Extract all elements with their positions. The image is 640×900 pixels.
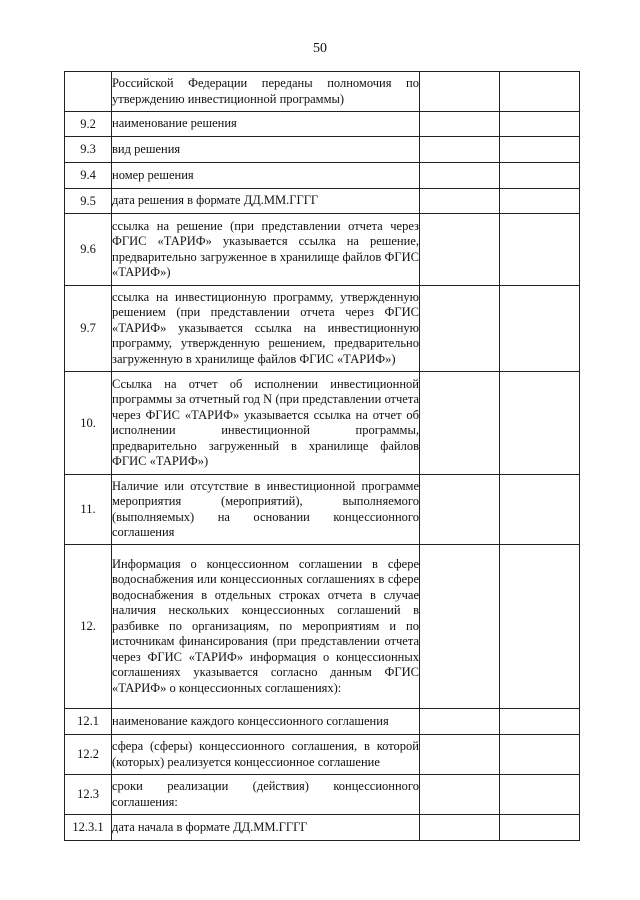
row-number: 10. (65, 372, 112, 475)
value-cell (500, 709, 580, 735)
row-description: Информация о концессионном соглашении в сфере водоснабжения или концессионных соглашениях в сфере водоснабжения в отдельных строках отчета в случае наличия нескольких концессионных соглашений в разбивке по организациям, по мероприятиям и по источникам финансирования (при представлении отчета через ФГИС «ТАРИФ» информация о концессионных соглашениях указывается согласно данным ФГИС «ТАРИФ» о концессионных соглашениях): (112, 545, 420, 709)
value-cell (420, 112, 500, 137)
row-description: Наличие или отсутствие в инвестиционной программе мероприятия (мероприятий), выполняемого (выполняемых) на основании концессионного соглашения (112, 475, 420, 545)
value-cell (500, 286, 580, 372)
value-cell (500, 189, 580, 214)
value-cell (420, 475, 500, 545)
page-number: 50 (313, 41, 327, 56)
table-row (65, 709, 580, 735)
row-description: Ссылка на отчет об исполнении инвестиционной программы за отчетный год N (при представлении отчета через ФГИС «ТАРИФ» указывается ссылка на отчет об исполнении инвестиционной программы, предварительно загруженный в хранилище файлов ФГИС «ТАРИФ») (112, 372, 420, 475)
table-row (65, 137, 580, 163)
row-number: 11. (65, 475, 112, 545)
table-row (65, 735, 580, 775)
row-number: 9.3 (65, 137, 112, 163)
row-description: вид решения (112, 137, 420, 163)
value-cell (420, 72, 500, 112)
table-row (65, 815, 580, 841)
row-description: ссылка на решение (при представлении отчета через ФГИС «ТАРИФ» указывается ссылка на решение, предварительно загруженное в хранилище файлов ФГИС «ТАРИФ») (112, 214, 420, 286)
row-number: 12.2 (65, 735, 112, 775)
value-cell (500, 815, 580, 841)
value-cell (500, 112, 580, 137)
table-row (65, 372, 580, 475)
row-description: номер решения (112, 163, 420, 189)
value-cell (500, 72, 580, 112)
row-number: 12. (65, 545, 112, 709)
row-number: 9.2 (65, 112, 112, 137)
row-number: 9.5 (65, 189, 112, 214)
table-row (65, 163, 580, 189)
value-cell (420, 163, 500, 189)
row-description: наименование каждого концессионного соглашения (112, 709, 420, 735)
value-cell (420, 286, 500, 372)
table-row (65, 545, 580, 709)
row-number: 12.1 (65, 709, 112, 735)
report-table (64, 71, 580, 841)
row-description: сфера (сферы) концессионного соглашения, в которой (которых) реализуется концессионное соглашение (112, 735, 420, 775)
row-description: Российской Федерации переданы полномочия по утверждению инвестиционной программы) (112, 72, 420, 112)
row-description: дата начала в формате ДД.ММ.ГГГГ (112, 815, 420, 841)
value-cell (500, 214, 580, 286)
row-number: 9.7 (65, 286, 112, 372)
row-number (65, 72, 112, 112)
table-row (65, 112, 580, 137)
value-cell (500, 163, 580, 189)
value-cell (500, 775, 580, 815)
value-cell (420, 189, 500, 214)
table-row (65, 286, 580, 372)
value-cell (500, 475, 580, 545)
value-cell (500, 137, 580, 163)
value-cell (420, 735, 500, 775)
value-cell (420, 709, 500, 735)
value-cell (500, 545, 580, 709)
value-cell (420, 214, 500, 286)
value-cell (500, 372, 580, 475)
row-description: дата решения в формате ДД.ММ.ГГГГ (112, 189, 420, 214)
table-row (65, 475, 580, 545)
row-description: сроки реализации (действия) концессионного соглашения: (112, 775, 420, 815)
value-cell (420, 545, 500, 709)
row-description: наименование решения (112, 112, 420, 137)
table-row (65, 72, 580, 112)
value-cell (420, 372, 500, 475)
value-cell (420, 137, 500, 163)
row-number: 12.3.1 (65, 815, 112, 841)
value-cell (500, 735, 580, 775)
row-number: 9.6 (65, 214, 112, 286)
table-row (65, 214, 580, 286)
row-number: 12.3 (65, 775, 112, 815)
table-row (65, 775, 580, 815)
table-row (65, 189, 580, 214)
row-description: ссылка на инвестиционную программу, утвержденную решением (при представлении отчета через ФГИС «ТАРИФ» указывается ссылка на инвестиционную программу, утвержденную решением, предварительно загруженную в хранилище файлов ФГИС «ТАРИФ») (112, 286, 420, 372)
value-cell (420, 815, 500, 841)
value-cell (420, 775, 500, 815)
row-number: 9.4 (65, 163, 112, 189)
